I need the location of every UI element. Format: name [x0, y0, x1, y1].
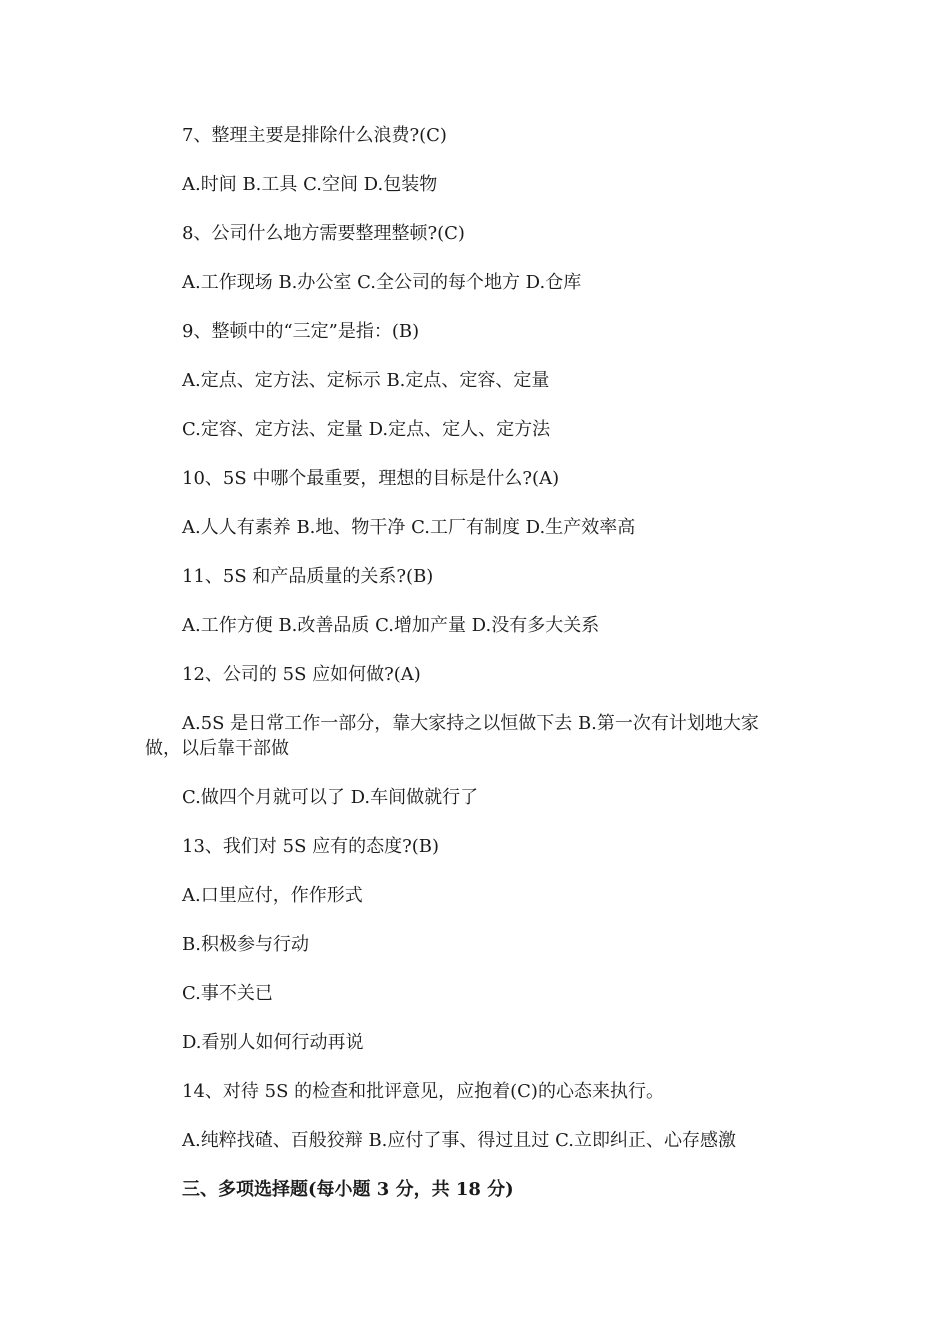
question-8-options: A.工作现场 B.办公室 C.全公司的每个地方 D.仓库 — [182, 272, 582, 293]
question-14-options: A.纯粹找碴、百般狡辩 B.应付了事、得过且过 C.立即纠正、心存感激 — [182, 1130, 736, 1151]
question-11-options: A.工作方便 B.改善品质 C.增加产量 D.没有多大关系 — [182, 615, 600, 636]
question-8: 8、公司什么地方需要整理整顿?(C) — [182, 223, 465, 244]
question-10: 10、5S 中哪个最重要，理想的目标是什么?(A) — [182, 468, 560, 489]
question-11: 11、5S 和产品质量的关系?(B) — [182, 566, 434, 587]
question-9-options-a-b: A.定点、定方法、定标示 B.定点、定容、定量 — [182, 370, 550, 391]
question-13-option-c: C.事不关已 — [182, 983, 273, 1004]
question-9: 9、整顿中的“三定”是指：(B) — [182, 321, 420, 342]
question-14: 14、对待 5S 的检查和批评意见，应抱着(C)的心态来执行。 — [182, 1081, 664, 1102]
question-12-options-c-d: C.做四个月就可以了 D.车间做就行了 — [182, 787, 479, 808]
question-12: 12、公司的 5S 应如何做?(A) — [182, 664, 421, 685]
question-7-options: A.时间 B.工具 C.空间 D.包装物 — [182, 174, 438, 195]
question-13-option-a: A.口里应付，作作形式 — [182, 885, 363, 906]
section-heading: 三、多项选择题(每小题 3 分，共 18 分) — [182, 1179, 514, 1200]
question-13: 13、我们对 5S 应有的态度?(B) — [182, 836, 440, 857]
question-13-option-d: D.看别人如何行动再说 — [182, 1032, 364, 1053]
question-7: 7、整理主要是排除什么浪费?(C) — [182, 125, 447, 146]
question-9-options-c-d: C.定容、定方法、定量 D.定点、定人、定方法 — [182, 419, 551, 440]
question-10-options: A.人人有素养 B.地、物干净 C.工厂有制度 D.生产效率高 — [182, 517, 636, 538]
question-13-option-b: B.积极参与行动 — [182, 934, 309, 955]
question-12-options-a-b: A.5S 是日常工作一部分，靠大家持之以恒做下去 B.第一次有计划地大家 — [182, 713, 759, 734]
question-12-options-a-b-continued: 做，以后靠干部做 — [145, 738, 289, 759]
